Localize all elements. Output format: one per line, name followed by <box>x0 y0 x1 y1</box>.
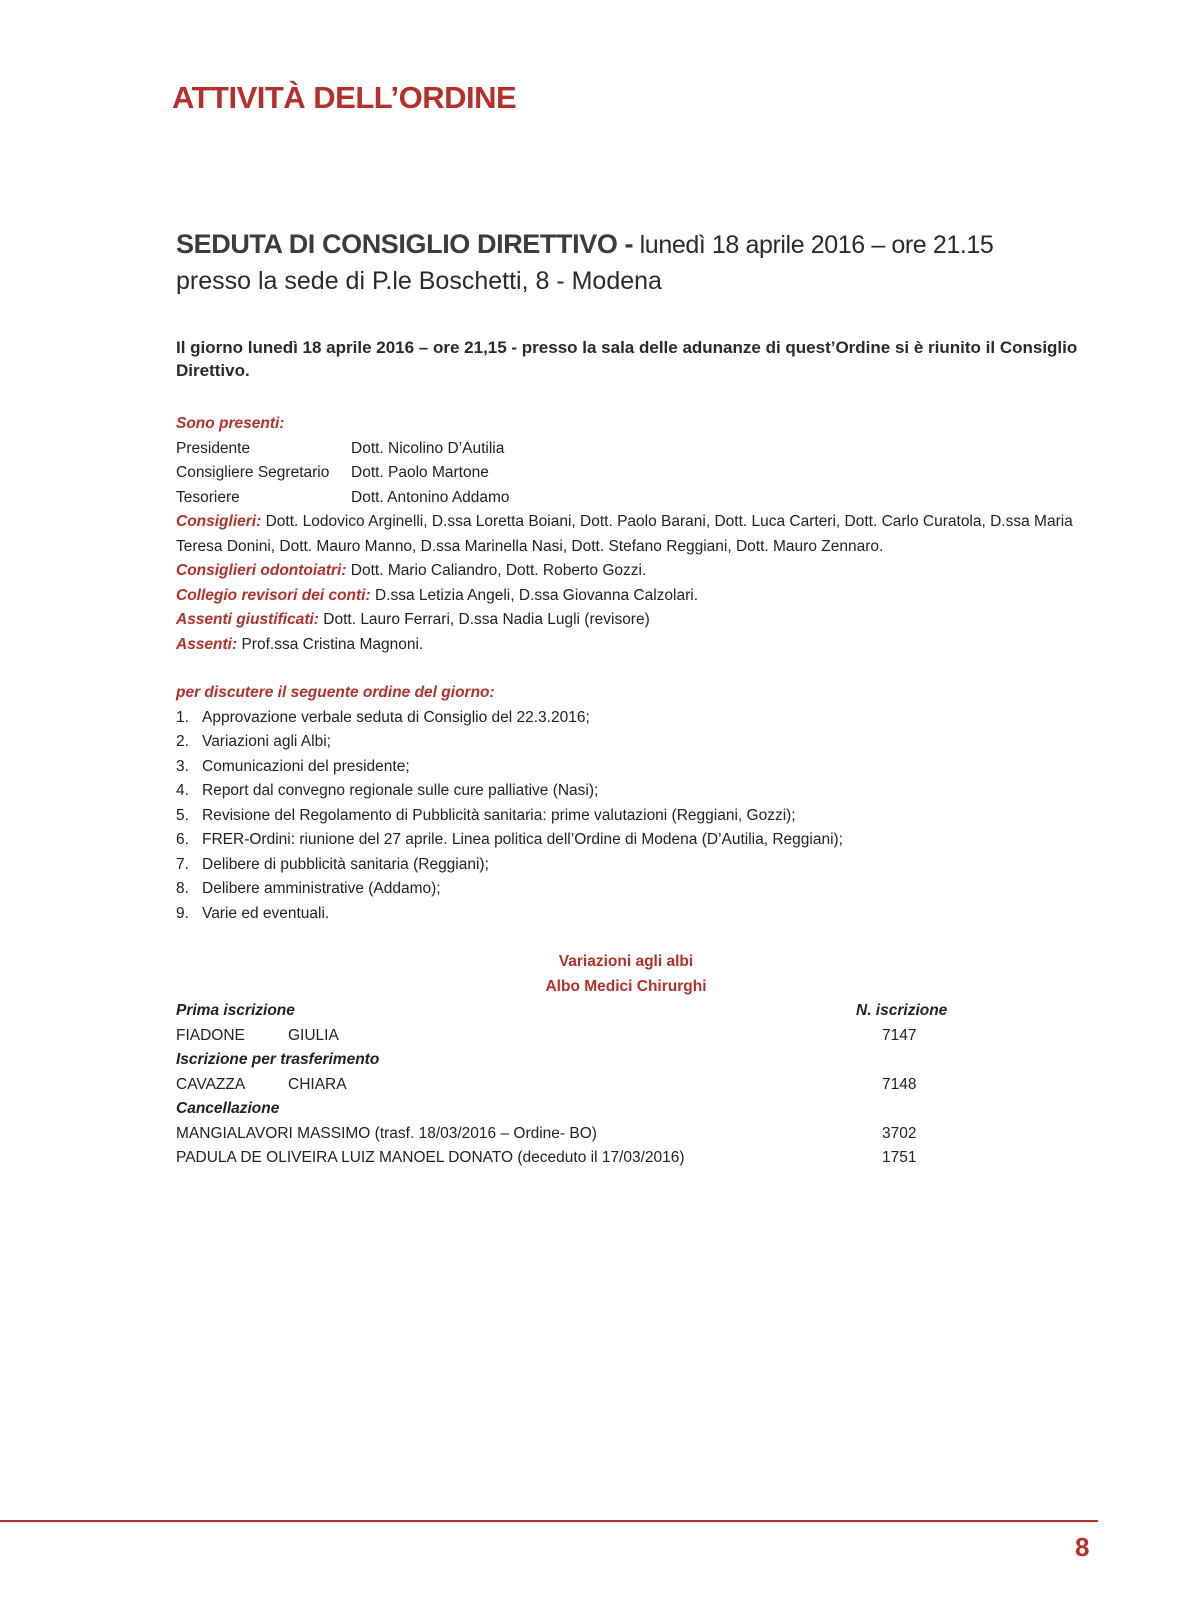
agenda-text: Delibere amministrative (Addamo); <box>202 880 441 897</box>
group-members: Dott. Lodovico Arginelli, D.ssa Loretta Boiani, Dott. Paolo Barani, Dott. Luca Carteri, Dott. Carlo Curatola, D.ssa Maria Teresa Donini, Dott. Mauro Manno, D.ssa Marinella Nasi, Dott. Stefano Reggiani, Dott. Mauro Zennaro. <box>176 513 1073 555</box>
group-label: Consiglieri odontoiatri: <box>176 562 347 579</box>
agenda-item <box>176 853 1121 878</box>
agenda-text: Comunicazioni del presidente; <box>202 757 410 775</box>
group-members: D.ssa Letizia Angeli, D.ssa Giovanna Calzolari. <box>370 586 699 604</box>
table-row <box>176 1122 946 1147</box>
cancellation-label-row <box>176 1097 946 1122</box>
agenda-number: 9. <box>176 904 189 922</box>
section-title: ATTIVITÀ DELL’ORDINE <box>172 80 517 115</box>
group-label: Assenti: <box>176 635 238 653</box>
agenda-text: Approvazione verbale seduta di Consiglio del 22.3.2016; <box>202 708 590 726</box>
agenda-item <box>176 804 1121 829</box>
footer-rule <box>0 1520 1098 1522</box>
group-label: Consiglieri: <box>176 513 262 530</box>
group-members: Dott. Lauro Ferrari, D.ssa Nadia Lugli (revisore) <box>318 611 650 628</box>
intro-paragraph: Il giorno lunedì 18 aprile 2016 – ore 21,15 - presso la sala delle adunanze di quest’Ordine si è riunito il Consiglio Direttivo. <box>176 338 1078 380</box>
agenda-item <box>176 902 1121 927</box>
agenda-section <box>176 681 1121 926</box>
agenda-number: 8. <box>176 880 189 897</box>
session-heading <box>176 226 1136 299</box>
cancellation-label: Cancellazione <box>176 1100 280 1117</box>
table-row <box>176 1073 946 1098</box>
agenda-number: 3. <box>176 757 189 775</box>
attendance-section <box>176 412 1121 657</box>
group-members: Prof.ssa Cristina Magnoni. <box>237 635 424 653</box>
page-number: 8 <box>1075 1532 1090 1562</box>
agenda-text: Varie ed eventuali. <box>202 904 330 922</box>
agenda-item <box>176 779 1121 804</box>
officer-name: Dott. Nicolino D’Autilia <box>351 439 505 457</box>
registration-number: 7148 <box>882 1075 917 1093</box>
agenda-number: 6. <box>176 831 189 848</box>
agenda-item <box>176 828 1121 853</box>
session-title: SEDUTA DI CONSIGLIO DIRETTIVO - <box>176 229 634 259</box>
group-excused <box>176 608 1121 633</box>
officer-name: Dott. Antonino Addamo <box>351 488 510 506</box>
agenda-text: Report dal convegno regionale sulle cure palliative (Nasi); <box>202 782 599 799</box>
session-date: lunedì 18 aprile 2016 – ore 21.15 <box>633 231 994 259</box>
session-location: presso la sede di P.le Boschetti, 8 - Modena <box>176 267 662 295</box>
agenda-number: 1. <box>176 708 189 726</box>
officer-role: Consigliere Segretario <box>176 464 330 481</box>
agenda-text: Revisione del Regolamento di Pubblicità sanitaria: prime valutazioni (Reggiani, Gozzi); <box>202 806 796 824</box>
agenda-item <box>176 706 1121 731</box>
table-row <box>176 1024 946 1049</box>
registration-number: 7147 <box>882 1026 917 1044</box>
officer-row <box>176 437 1121 462</box>
agenda-text: FRER-Ordini: riunione del 27 aprile. Linea politica dell’Ordine di Modena (D’Autilia, Reggiani); <box>202 831 843 848</box>
register-subtitle: Albo Medici Chirurghi <box>545 977 707 995</box>
registration-number-header: N. iscrizione <box>856 1002 948 1019</box>
first-name: CHIARA <box>288 1075 347 1093</box>
officer-role: Presidente <box>176 439 251 457</box>
agenda-list <box>176 706 1121 927</box>
agenda-text: Variazioni agli Albi; <box>202 733 331 750</box>
group-auditors <box>176 584 1121 609</box>
surname: CAVAZZA <box>176 1075 246 1093</box>
agenda-item <box>176 730 1121 755</box>
surname: FIADONE <box>176 1026 245 1044</box>
first-name: GIULIA <box>288 1026 339 1044</box>
agenda-item <box>176 877 1121 902</box>
group-absent <box>176 633 1121 658</box>
register-title: Variazioni agli albi <box>558 953 694 970</box>
agenda-text: Delibere di pubblicità sanitaria (Reggiani); <box>202 855 489 873</box>
agenda-label: per discutere il seguente ordine del giorno: <box>176 684 495 701</box>
officer-row <box>176 461 1121 486</box>
agenda-item <box>176 755 1121 780</box>
agenda-number: 5. <box>176 806 189 824</box>
table-row <box>176 1146 946 1171</box>
cancellation-entry: PADULA DE OLIVEIRA LUIZ MANOEL DONATO (deceduto il 17/03/2016) <box>176 1149 685 1166</box>
transfer-registration-label: Iscrizione per trasferimento <box>176 1051 380 1068</box>
agenda-number: 7. <box>176 855 189 873</box>
agenda-number: 4. <box>176 782 189 799</box>
officer-row <box>176 486 1121 511</box>
first-registration-label: Prima iscrizione <box>176 1002 295 1019</box>
present-label: Sono presenti: <box>176 415 285 432</box>
registration-number: 3702 <box>882 1124 917 1142</box>
officer-role: Tesoriere <box>176 488 240 506</box>
group-dentists <box>176 559 1121 584</box>
group-councillors <box>176 510 1121 559</box>
register-changes-section <box>176 950 946 1171</box>
group-label: Collegio revisori dei conti: <box>176 586 371 604</box>
officer-name: Dott. Paolo Martone <box>351 464 489 481</box>
group-members: Dott. Mario Caliandro, Dott. Roberto Gozzi. <box>346 562 647 579</box>
agenda-number: 2. <box>176 733 189 750</box>
cancellation-entry: MANGIALAVORI MASSIMO (trasf. 18/03/2016 – Ordine- BO) <box>176 1124 597 1142</box>
register-header-row <box>176 999 946 1024</box>
registration-number: 1751 <box>882 1149 917 1166</box>
group-label: Assenti giustificati: <box>176 611 319 628</box>
transfer-label-row <box>176 1048 946 1073</box>
